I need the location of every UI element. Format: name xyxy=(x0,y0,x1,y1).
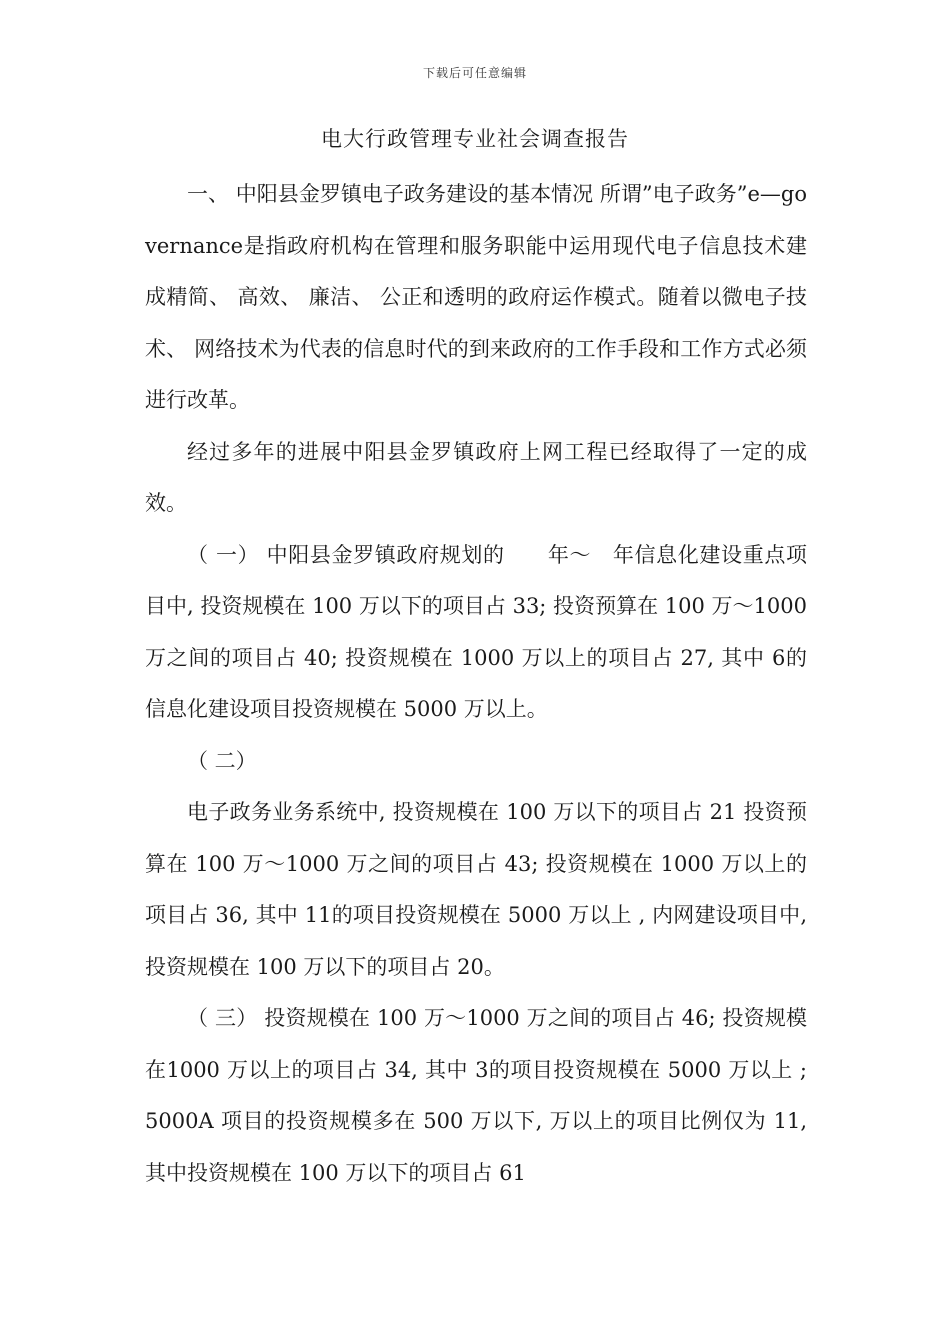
document-title: 电大行政管理专业社会调查报告 xyxy=(321,127,629,151)
paragraph-section-one: （ 一） 中阳县金罗镇政府规划的 年～ 年信息化建设重点项目中, 投资规模在 100 万以下的项目占 33; 投资预算在 100 万～1000 万之间的项目占 40; 投资规模在 1000 万以上的项目占 27, 其中 6的信息化建设项目投资规模在 5000 万以上。 xyxy=(145,542,814,721)
paragraph-section-two-heading: （ 二） xyxy=(187,748,257,773)
paragraph-section-three: （ 三） 投资规模在 100 万～1000 万之间的项目占 46; 投资规模在1000 万以上的项目占 34, 其中 3的项目投资规模在 5000 万以上 ; 5000A 项目的投资规模多在 500 万以下, 万以上的项目比例仅为 11, 其中投资规模在 100 万以下的项目占 61 xyxy=(145,1006,814,1185)
download-note: 下载后可任意编辑 xyxy=(422,66,527,80)
document-body xyxy=(145,169,814,1199)
paragraph-overview: 一、 中阳县金罗镇电子政务建设的基本情况 所谓”电子政务”e—governance是指政府机构在管理和服务职能中运用现代电子信息技术建成精简、 高效、 廉洁、 公正和透明的政府运作模式。随着以微电子技术、 网络技术为代表的信息时代的到来政府的工作手段和工作方式必须进行改革。 xyxy=(145,182,807,412)
paragraph-section-two: 电子政务业务系统中, 投资规模在 100 万以下的项目占 21 投资预算在 100 万～1000 万之间的项目占 43; 投资规模在 1000 万以上的项目占 36, 其中 11的项目投资规模在 5000 万以上 , 内网建设项目中, 投资规模在 100 万以下的项目占 20。 xyxy=(145,800,814,979)
paragraph-progress: 经过多年的进展中阳县金罗镇政府上网工程已经取得了一定的成效。 xyxy=(145,439,807,515)
